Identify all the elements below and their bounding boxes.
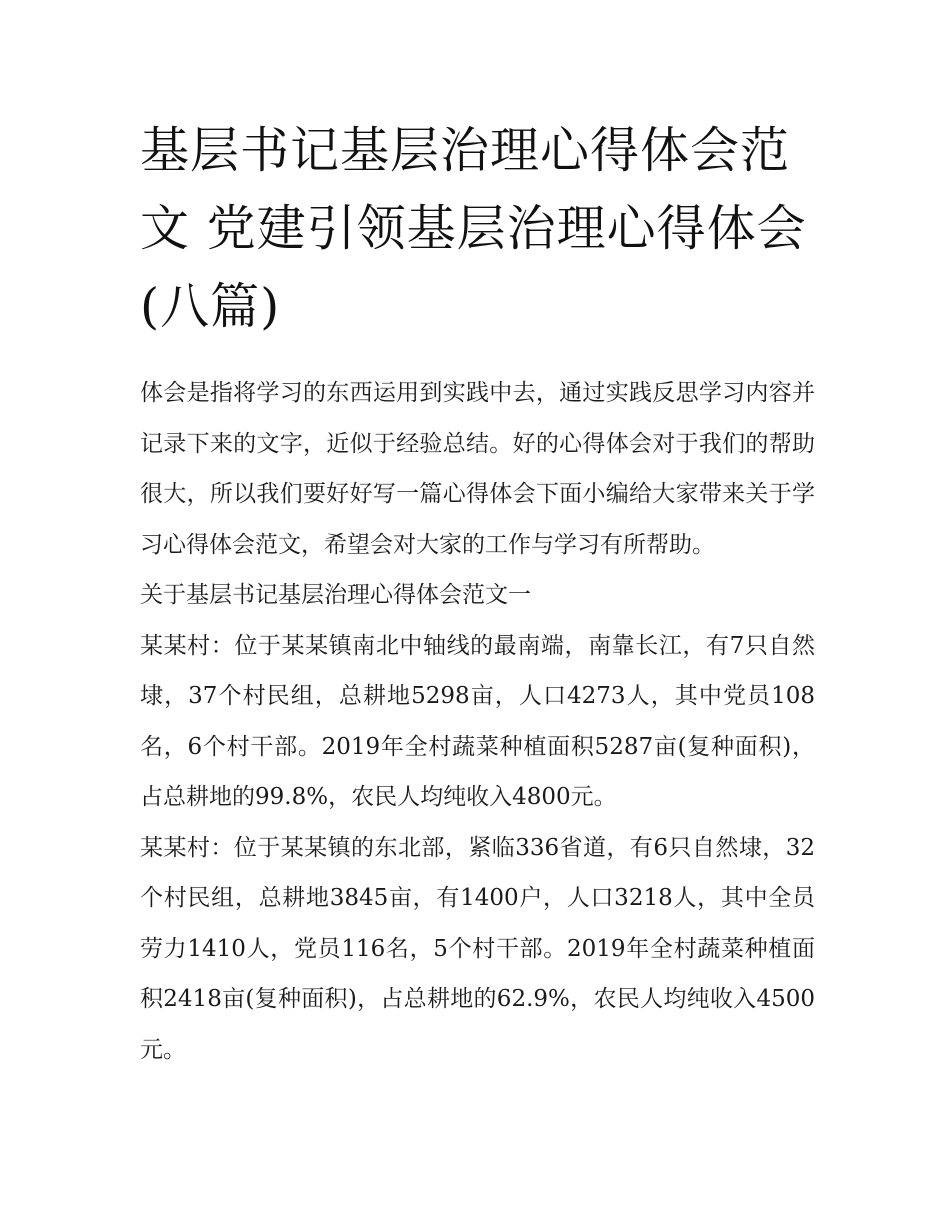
village-paragraph-2: 某某村：位于某某镇的东北部，紧临336省道，有6只自然埭，32个村民组，总耕地3845亩，有1400户，人口3218人，其中全员劳力1410人，党员116名，5个村干部。2019年全村蔬菜种植面积2418亩(复种面积)，占总耕地的62.9%，农民人均纯收入4500元。 (140, 834, 815, 1063)
document-title: 基层书记基层治理心得体会范文 党建引领基层治理心得体会(八篇) (140, 122, 807, 335)
document-page (140, 112, 815, 1075)
section-heading: 关于基层书记基层治理心得体会范文一 (140, 582, 531, 608)
intro-paragraph: 体会是指将学习的东西运用到实践中去，通过实践反思学习内容并记录下来的文字，近似于经验总结。好的心得体会对于我们的帮助很大，所以我们要好好写一篇心得体会下面小编给大家带来关于学习心得体会范文，希望会对大家的工作与学习有所帮助。 (140, 380, 815, 558)
village-paragraph-1: 某某村：位于某某镇南北中轴线的最南端，南靠长江，有7只自然埭，37个村民组，总耕地5298亩，人口4273人，其中党员108名，6个村干部。2019年全村蔬菜种植面积5287亩(复种面积)，占总耕地的99.8%，农民人均纯收入4800元。 (140, 632, 815, 810)
